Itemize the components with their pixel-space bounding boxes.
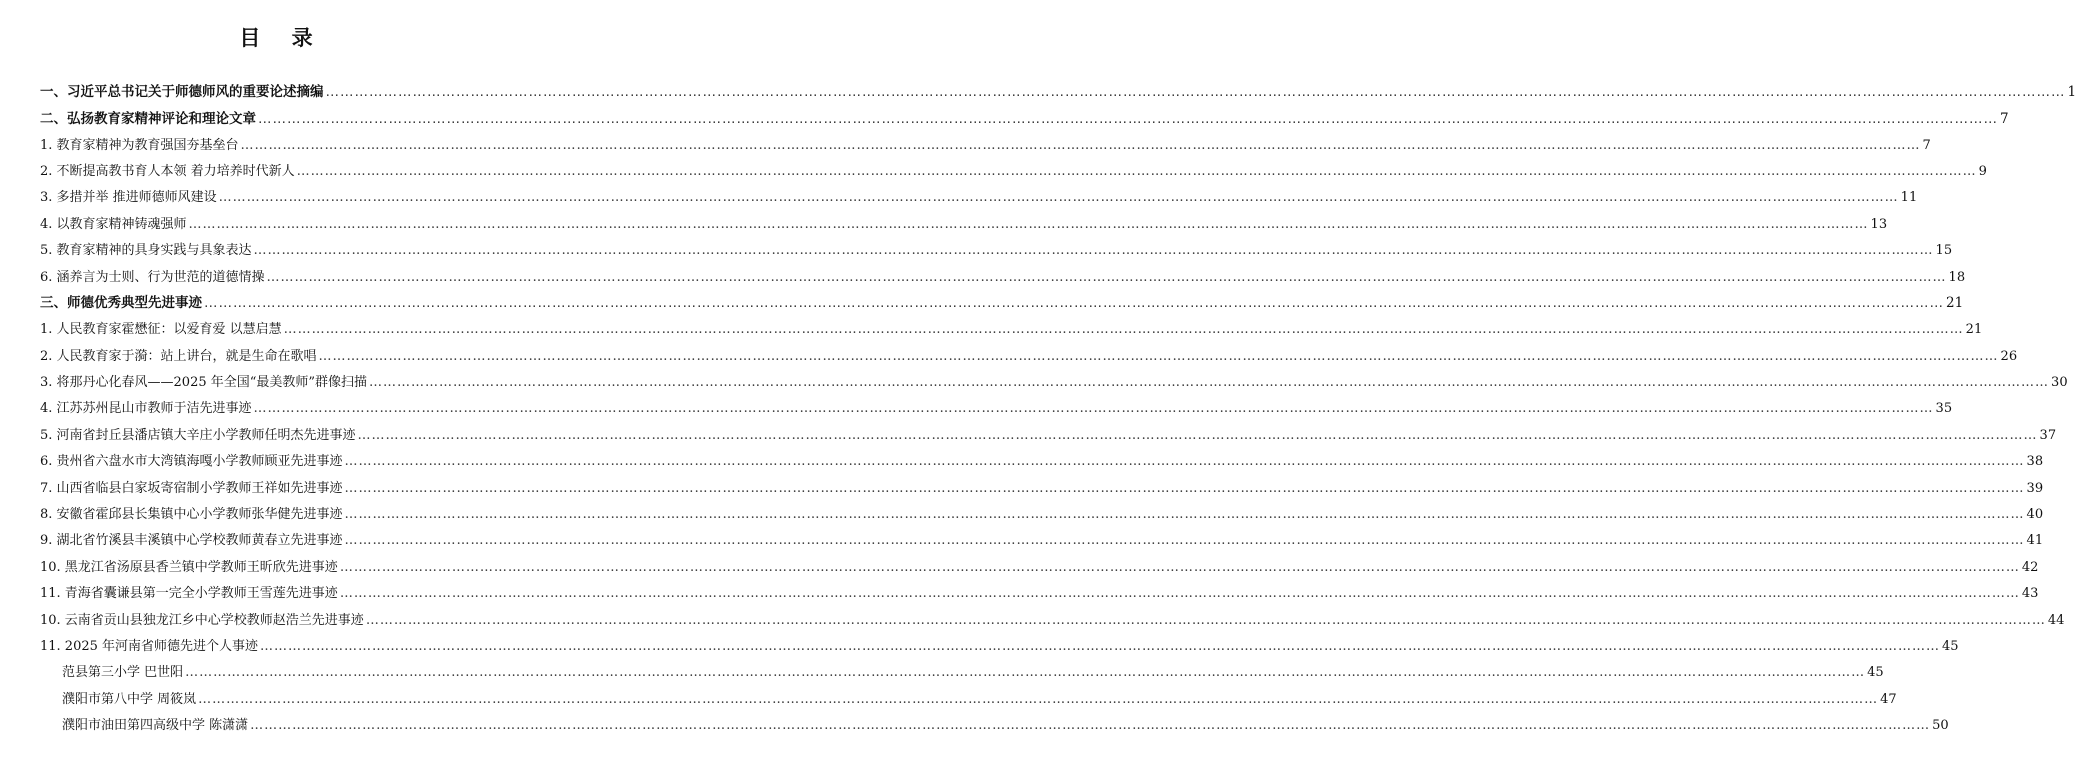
toc-entry-label: 9. 湖北省竹溪县丰溪镇中心学校教师黄春立先进事迹 xyxy=(40,533,343,549)
toc-leader-dots: ……………………………………………………………………………………………………………………………………………………………………………………………………………………………………………………………………………………………………………………………… xyxy=(198,691,1879,707)
toc-heading: 目 录 xyxy=(239,26,325,50)
toc-entry-label: 4. 以教育家精神铸魂强师 xyxy=(40,216,187,232)
toc-leader-dots: ……………………………………………………………………………………………………………………………………………………………………………………………………………………………………………………………………………………………………………………………… xyxy=(344,454,2025,470)
toc-entry[interactable] xyxy=(40,232,1953,259)
toc-entry[interactable] xyxy=(40,470,2044,496)
toc-entry-label: 10. 云南省贡山县独龙江乡中心学校教师赵浩兰先进事迹 xyxy=(40,612,364,628)
toc-entry[interactable] xyxy=(40,655,1884,681)
toc-entry[interactable] xyxy=(40,549,2039,575)
toc-entry[interactable] xyxy=(40,338,2018,364)
toc-page-number: 15 xyxy=(1935,243,1953,259)
toc-entry[interactable] xyxy=(40,602,2065,628)
toc-leader-dots: ……………………………………………………………………………………………………………………………………………………………………………………………………………………………………………………………………………………………………………………………… xyxy=(253,401,1934,417)
toc-page-number: 47 xyxy=(1880,691,1897,707)
toc-entry[interactable] xyxy=(40,312,1983,338)
toc-entry-label: 二、弘扬教育家精神评论和理论文章 xyxy=(40,110,256,127)
toc-page-number: 9 xyxy=(1978,163,1987,179)
toc-entry-label: 8. 安徽省霍邱县长集镇中心小学教师张华健先进事迹 xyxy=(40,507,343,523)
toc-page-number: 39 xyxy=(2026,480,2044,496)
toc-leader-dots: ……………………………………………………………………………………………………………………………………………………………………………………………………………………………………………………………………………………………………………………………… xyxy=(204,295,1944,312)
toc-page-number: 40 xyxy=(2026,507,2044,523)
toc-page-number: 37 xyxy=(2039,427,2057,443)
toc-page-number: 45 xyxy=(1867,665,1884,681)
toc-entry-label: 11. 2025 年河南省师德先进个人事迹 xyxy=(40,639,259,654)
toc-entry[interactable] xyxy=(40,523,2044,549)
toc-leader-dots: ……………………………………………………………………………………………………………………………………………………………………………………………………………………………………………………………………………………………………………………………… xyxy=(339,586,2020,602)
toc-page-number: 45 xyxy=(1942,639,1959,654)
toc-entry[interactable] xyxy=(40,100,2009,127)
toc-entry[interactable] xyxy=(40,364,2068,391)
toc-leader-dots: ……………………………………………………………………………………………………………………………………………………………………………………………………………………………………………………………………………………………………………………………… xyxy=(218,190,1899,206)
toc-entry-label: 6. 贵州省六盘水市大湾镇海嘎小学教师顾亚先进事迹 xyxy=(40,454,343,470)
toc-leader-dots: ……………………………………………………………………………………………………………………………………………………………………………………………………………………………………………………………………………………………………………………………… xyxy=(344,507,2025,523)
toc-leader-dots: ……………………………………………………………………………………………………………………………………………………………………………………………………………………………………………………………………………………………………………………………… xyxy=(185,665,1866,681)
toc-page-number: 35 xyxy=(1935,401,1953,417)
toc-page-number: 44 xyxy=(2047,612,2065,628)
toc-entry[interactable] xyxy=(40,153,1987,179)
toc-page-number: 30 xyxy=(2051,375,2068,391)
toc-leader-dots: ……………………………………………………………………………………………………………………………………………………………………………………………………………………………………………………………………………………………………………………………… xyxy=(325,84,2066,101)
toc-entry[interactable] xyxy=(40,259,1966,285)
toc-page-number: 1 xyxy=(2067,84,2076,101)
toc-list xyxy=(40,74,2076,734)
toc-entry-label: 1. 教育家精神为教育强国夯基垒台 xyxy=(40,137,239,153)
toc-leader-dots: ……………………………………………………………………………………………………………………………………………………………………………………………………………………………………………………………………………………………………………………………… xyxy=(253,243,1934,259)
toc-entry[interactable] xyxy=(40,681,1897,707)
toc-page-number: 38 xyxy=(2026,454,2044,470)
toc-entry[interactable] xyxy=(40,285,1964,312)
toc-entry[interactable] xyxy=(40,443,2044,470)
toc-page-number: 50 xyxy=(1932,718,1949,734)
toc-leader-dots: ……………………………………………………………………………………………………………………………………………………………………………………………………………………………………………………………………………………………………………………………… xyxy=(365,612,2046,628)
toc-entry-label: 10. 黑龙江省汤原县香兰镇中学教师王昕欣先进事迹 xyxy=(40,559,338,575)
toc-leader-dots: ……………………………………………………………………………………………………………………………………………………………………………………………………………………………………………………………………………………………………………………………… xyxy=(339,559,2020,575)
toc-entry-label: 范县第三小学 巴世阳 xyxy=(62,665,184,681)
toc-leader-dots: ……………………………………………………………………………………………………………………………………………………………………………………………………………………………………………………………………………………………………………………………… xyxy=(318,348,1999,364)
toc-entry-label: 4. 江苏苏州昆山市教师于洁先进事迹 xyxy=(40,401,252,417)
toc-entry-label: 三、师德优秀典型先进事迹 xyxy=(40,295,202,312)
toc-entry-label: 一、习近平总书记关于师德师风的重要论述摘编 xyxy=(40,84,324,101)
toc-entry-label: 6. 涵养言为士则、行为世范的道德情操 xyxy=(40,269,265,285)
toc-entry[interactable] xyxy=(40,575,2039,602)
toc-entry-label: 7. 山西省临县白家坂寄宿制小学教师王祥如先进事迹 xyxy=(40,480,343,496)
toc-entry-label: 3. 多措并举 推进师德师风建设 xyxy=(40,190,217,206)
toc-entry-label: 2. 不断提高教书育人本领 着力培养时代新人 xyxy=(40,163,295,179)
toc-entry-label: 濮阳市油田第四高级中学 陈潇潇 xyxy=(62,718,249,734)
toc-page-number: 41 xyxy=(2026,533,2044,549)
toc-leader-dots: ……………………………………………………………………………………………………………………………………………………………………………………………………………………………………………………………………………………………………………………………… xyxy=(344,480,2025,496)
toc-entry[interactable] xyxy=(40,206,1888,232)
toc-entry[interactable] xyxy=(40,127,1931,153)
toc-entry[interactable] xyxy=(40,180,1918,206)
toc-leader-dots: ……………………………………………………………………………………………………………………………………………………………………………………………………………………………………………………………………………………………………………………………… xyxy=(296,163,1977,179)
toc-entry-label: 5. 教育家精神的具身实践与具象表达 xyxy=(40,243,252,259)
toc-page-number: 7 xyxy=(1922,137,1931,153)
toc-entry-label: 11. 青海省囊谦县第一完全小学教师王雪莲先进事迹 xyxy=(40,586,338,602)
toc-leader-dots: ……………………………………………………………………………………………………………………………………………………………………………………………………………………………………………………………………………………………………………………………… xyxy=(240,137,1921,153)
toc-page-number: 18 xyxy=(1948,269,1966,285)
toc-page-number: 11 xyxy=(1900,190,1918,206)
toc-entry[interactable] xyxy=(40,74,2076,101)
toc-entry-label: 5. 河南省封丘县潘店镇大辛庄小学教师任明杰先进事迹 xyxy=(40,427,356,443)
toc-leader-dots: ……………………………………………………………………………………………………………………………………………………………………………………………………………………………………………………………………………………………………………………………… xyxy=(250,718,1931,734)
toc-leader-dots: ……………………………………………………………………………………………………………………………………………………………………………………………………………………………………………………………………………………………………………………………… xyxy=(357,427,2038,443)
toc-page-number: 21 xyxy=(1965,322,1983,338)
toc-page-number: 42 xyxy=(2021,559,2039,575)
toc-leader-dots: ……………………………………………………………………………………………………………………………………………………………………………………………………………………………………………………………………………………………………………………………… xyxy=(266,269,1947,285)
toc-entry[interactable] xyxy=(40,628,1959,654)
toc-leader-dots: ……………………………………………………………………………………………………………………………………………………………………………………………………………………………………………………………………………………………………………………………… xyxy=(260,639,1941,654)
toc-leader-dots: ……………………………………………………………………………………………………………………………………………………………………………………………………………………………………………………………………………………………………………………………… xyxy=(283,322,1964,338)
toc-entry-label: 2. 人民教育家于漪：站上讲台，就是生命在歌唱 xyxy=(40,348,317,364)
toc-entry[interactable] xyxy=(40,391,1953,417)
toc-page-number: 43 xyxy=(2021,586,2039,602)
toc-entry-label: 1. 人民教育家霍懋征：以爱育爱 以慧启慧 xyxy=(40,322,282,338)
toc-page-number: 26 xyxy=(2000,348,2018,364)
toc-entry-label: 3. 将那丹心化春风——2025 年全国“最美教师”群像扫描 xyxy=(40,375,368,391)
toc-entry[interactable] xyxy=(40,707,1949,734)
toc-leader-dots: ……………………………………………………………………………………………………………………………………………………………………………………………………………………………………………………………………………………………………………………………… xyxy=(344,533,2025,549)
toc-leader-dots: ……………………………………………………………………………………………………………………………………………………………………………………………………………………………………………………………………………………………………………………………… xyxy=(258,110,1998,127)
toc-page-number: 7 xyxy=(2000,110,2009,127)
toc-leader-dots: ……………………………………………………………………………………………………………………………………………………………………………………………………………………………………………………………………………………………………………………………… xyxy=(369,375,2050,391)
toc-entry-label: 濮阳市第八中学 周筱岚 xyxy=(62,691,197,707)
toc-entry[interactable] xyxy=(40,417,2057,443)
toc-entry[interactable] xyxy=(40,496,2044,523)
toc-leader-dots: ……………………………………………………………………………………………………………………………………………………………………………………………………………………………………………………………………………………………………………………………… xyxy=(188,216,1869,232)
toc-page-number: 21 xyxy=(1946,295,1964,312)
toc-page-number: 13 xyxy=(1870,216,1888,232)
